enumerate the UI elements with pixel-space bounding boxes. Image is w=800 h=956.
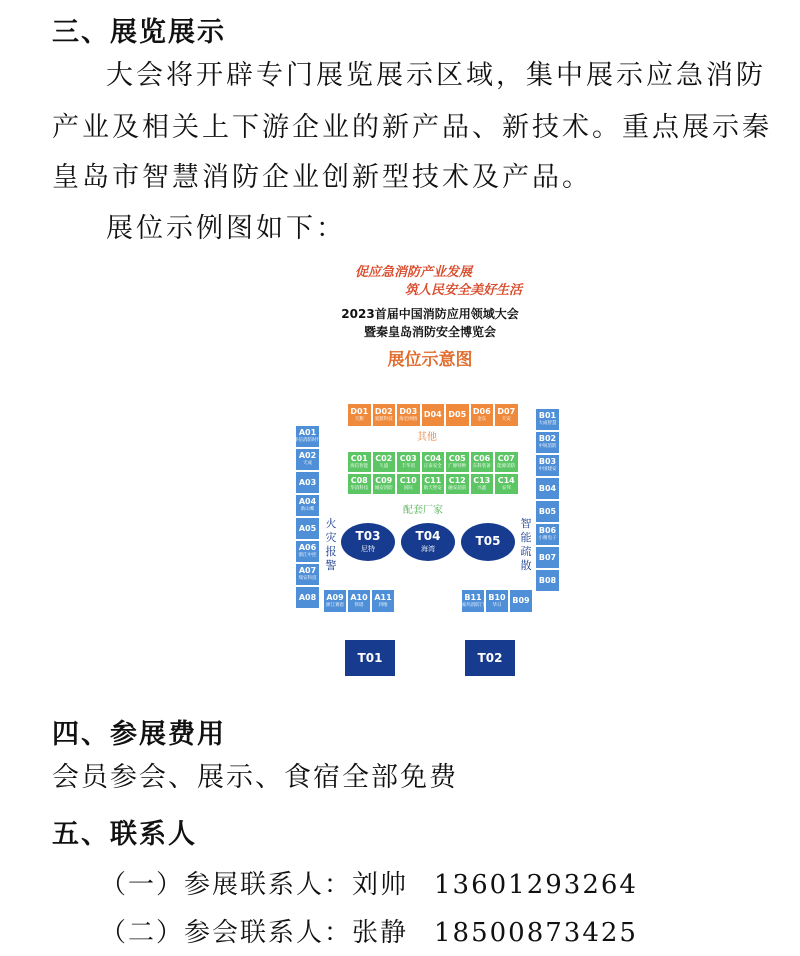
booth-c01 (347, 451, 372, 473)
booth-a01 (295, 425, 320, 448)
booth-code: D01 (350, 406, 369, 416)
booth-b03 (535, 454, 560, 477)
booth-c14 (494, 473, 519, 495)
booth-b07 (535, 546, 560, 569)
section3-paragraph-line3: 皇岛市智慧消防企业创新型技术及产品。 (52, 162, 592, 193)
booth-c11 (421, 473, 446, 495)
booth-t01: T01 (345, 640, 395, 676)
booth-exhibitor: 海宏网络 (399, 416, 418, 422)
booth-c05 (445, 451, 470, 473)
booth-exhibitor: 融安超前 (448, 485, 467, 491)
plan-title-2: 暨秦皇岛消防安全博览会 (363, 325, 496, 339)
booth-b01 (535, 408, 560, 431)
section5-heading: 五、联系人 (52, 819, 197, 850)
booth-d04 (421, 403, 446, 427)
booth-code: D03 (399, 406, 418, 416)
booth-a10 (347, 589, 371, 613)
contact2-label: （二）参会联系人：张静 (100, 918, 409, 948)
booth-code: A04 (298, 497, 317, 507)
booth-c13 (470, 473, 495, 495)
booth-code: C14 (497, 475, 515, 485)
booth-code: B05 (538, 506, 557, 516)
booth-code: C09 (375, 475, 393, 485)
booth-code: A01 (298, 428, 317, 438)
booth-code: C01 (350, 453, 368, 463)
booth-t03 (341, 523, 395, 561)
booth-code: A03 (298, 477, 317, 487)
contact2-phone: 18500873425 (434, 918, 638, 948)
contact1-label: （一）参展联系人：刘帅 (100, 870, 409, 900)
booth-code: D07 (497, 406, 516, 416)
booth-exhibitor: 华信消防时代 (294, 438, 321, 444)
booth-code: A09 (326, 592, 344, 602)
booth-exhibitor: 东科装备 (472, 463, 491, 469)
zone-fire-alarm-label: 火灾报警 (325, 517, 337, 572)
booth-code: B06 (538, 526, 557, 536)
booth-a02 (295, 448, 320, 471)
booth-code: B04 (538, 483, 557, 493)
booth-code: B11 (464, 592, 482, 602)
booth-exhibitor: 浙江中控 (298, 553, 317, 559)
booth-a03 (295, 471, 320, 494)
plan-title-1: 2023首届中国消防应用领域大会 (341, 307, 519, 321)
booth-code: A10 (350, 592, 368, 602)
slogan-line2: 筑人民安全美好生活 (405, 283, 523, 298)
booth-code: C05 (448, 453, 466, 463)
booth-exhibitor: 爱默科技 (374, 416, 393, 422)
booth-b08 (535, 569, 560, 592)
booth-exhibitor: 天成 (303, 461, 312, 467)
booth-exhibitor: 国际 (403, 485, 413, 491)
booth-exhibitor: 天鹅 (354, 416, 364, 422)
booth-code: A02 (298, 451, 317, 461)
booth-exhibitor: 丰华消 (401, 463, 415, 469)
booth-c07 (494, 451, 519, 473)
booth-exhibitor: 瑞安科技 (298, 576, 317, 582)
booth-c12 (445, 473, 470, 495)
booth-d02 (372, 403, 397, 427)
booth-exhibitor: 铁塔 (354, 602, 364, 608)
booth-exhibitor: 小精电子 (538, 536, 557, 542)
contact1-phone: 13601293264 (434, 870, 638, 900)
booth-exhibitor: 中锐消防 (538, 444, 557, 450)
booth-a04 (295, 494, 320, 517)
slogan-line1: 促应急消防产业发展 (355, 265, 473, 280)
booth-code: C03 (399, 453, 417, 463)
booth-b11 (461, 589, 485, 613)
booth-code: T03 (355, 529, 381, 544)
contact-line-2 (100, 912, 638, 949)
booth-code: B09 (512, 596, 530, 605)
section4-heading: 四、参展费用 (52, 719, 226, 750)
booth-code: T05 (475, 534, 501, 549)
booth-code: C11 (424, 475, 442, 485)
booth-a11 (371, 589, 395, 613)
booth-code: D06 (472, 406, 491, 416)
booth-b10 (485, 589, 509, 613)
booth-d05 (445, 403, 470, 427)
zone-support-label: 配套厂家 (403, 505, 443, 516)
booth-c04 (421, 451, 446, 473)
booth-code: C06 (473, 453, 491, 463)
booth-code: C02 (375, 453, 393, 463)
booth-exhibitor: 安邦 (501, 485, 511, 491)
booth-a05 (295, 517, 320, 540)
booth-floor-plan (285, 255, 575, 685)
booth-a09 (323, 589, 347, 613)
zone-other-label: 其他 (417, 432, 437, 443)
booth-c10 (396, 473, 421, 495)
booth-exhibitor: 正泰安全 (423, 463, 442, 469)
booth-exhibitor: 航天智安 (423, 485, 442, 491)
booth-c06 (470, 451, 495, 473)
booth-d01 (347, 403, 372, 427)
booth-code: C10 (399, 475, 417, 485)
booth-exhibitor: 浙江赛恩 (326, 602, 344, 608)
section3-heading: 三、展览展示 (52, 17, 226, 48)
booth-code: C04 (424, 453, 442, 463)
booth-code: A07 (298, 566, 317, 576)
booth-code: D02 (374, 406, 393, 416)
contact-line-1 (100, 864, 638, 901)
booth-code: B07 (538, 552, 557, 562)
booth-exhibitor: 金东 (477, 416, 487, 422)
booth-b09 (509, 589, 533, 613)
booth-code: A11 (374, 592, 392, 602)
booth-code: T04 (415, 529, 441, 544)
booth-code: C08 (350, 475, 368, 485)
booth-b06 (535, 523, 560, 546)
booth-exhibitor: 中国建安 (538, 467, 557, 473)
booth-code: A05 (298, 523, 317, 533)
booth-t02: T02 (465, 640, 515, 676)
booth-exhibitor: 能源消防 (497, 463, 516, 469)
booth-exhibitor: 海湾 (421, 544, 435, 553)
booth-exhibitor: 大成智慧 (538, 421, 557, 427)
booth-a07 (295, 563, 320, 586)
booth-code: A06 (298, 543, 317, 553)
section3-figure-intro: 展位示例图如下： (106, 213, 346, 244)
booth-code: C13 (473, 475, 491, 485)
booth-exhibitor: 尼特 (361, 544, 375, 553)
booth-b05 (535, 500, 560, 523)
booth-exhibitor: 广源特种 (448, 463, 467, 469)
booth-c03 (396, 451, 421, 473)
booth-code: B02 (538, 434, 557, 444)
booth-exhibitor: 华消科技 (350, 485, 369, 491)
booth-d07 (494, 403, 519, 427)
booth-exhibitor: 城安消防 (374, 485, 393, 491)
booth-c09 (372, 473, 397, 495)
booth-exhibitor: 华日 (492, 602, 502, 608)
booth-code: B10 (488, 592, 506, 602)
booth-exhibitor: 豪玛消防门 (461, 602, 485, 608)
section3-paragraph-line2: 产业及相关上下游企业的新产品、新技术。重点展示秦 (52, 112, 772, 143)
booth-exhibitor: 天安 (501, 416, 511, 422)
booth-c02 (372, 451, 397, 473)
booth-exhibitor: 久盛 (379, 463, 389, 469)
booth-t04 (401, 523, 455, 561)
booth-exhibitor: 新山鹰 (300, 507, 315, 513)
booth-c08 (347, 473, 372, 495)
booth-code: C12 (448, 475, 466, 485)
booth-code: D04 (423, 410, 442, 419)
booth-a06 (295, 540, 320, 563)
booth-code: B01 (538, 411, 557, 421)
section4-text: 会员参会、展示、食宿全部免费 (52, 762, 458, 793)
zone-evacuation-label: 智能疏散 (520, 517, 532, 572)
booth-code: B08 (538, 575, 557, 585)
booth-exhibitor: 四维 (378, 602, 388, 608)
booth-code: C07 (497, 453, 515, 463)
booth-exhibitor: 兴鑫 (477, 485, 487, 491)
booth-code: B03 (538, 457, 557, 467)
booth-exhibitor: 海信智能 (350, 463, 369, 469)
booth-b04 (535, 477, 560, 500)
booth-d03 (396, 403, 421, 427)
booth-b02 (535, 431, 560, 454)
booth-d06 (470, 403, 495, 427)
booth-code: D05 (448, 410, 467, 419)
booth-code: A08 (298, 592, 317, 602)
plan-title-3: 展位示意图 (387, 350, 473, 370)
booth-a08 (295, 586, 320, 609)
section3-paragraph-line1: 大会将开辟专门展览展示区域，集中展示应急消防 (106, 60, 766, 91)
booth-t05 (461, 523, 515, 561)
